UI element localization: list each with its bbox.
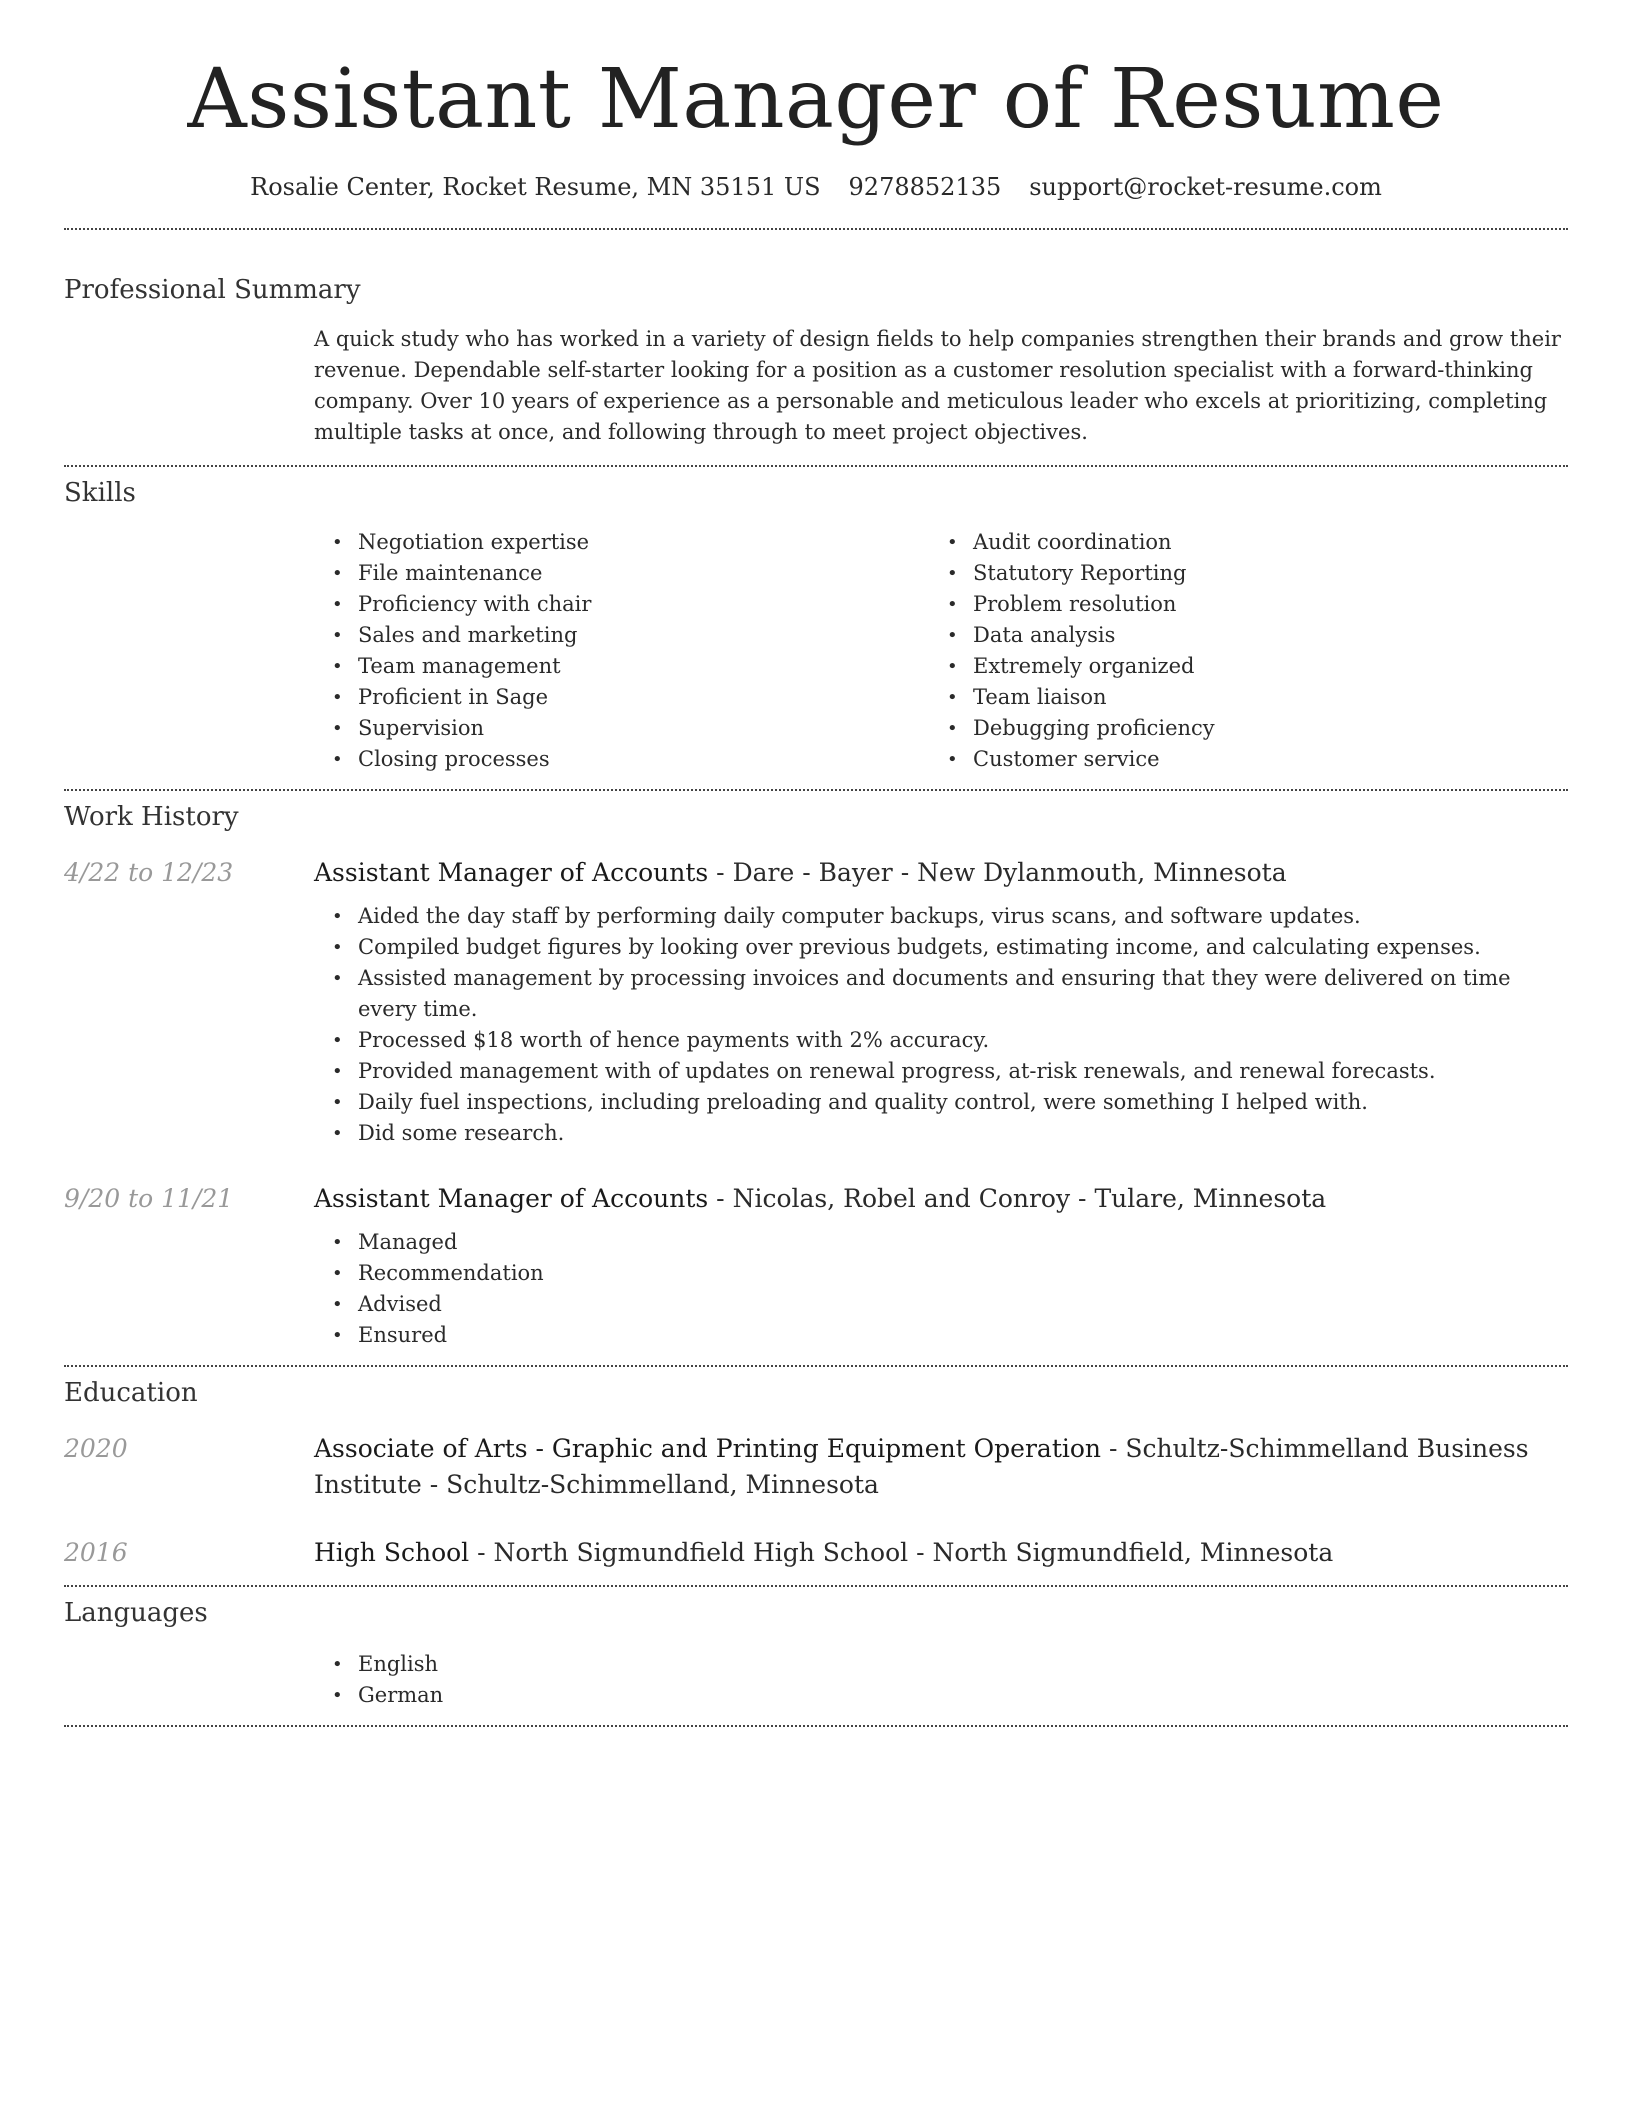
education-year: 2020 [64, 1434, 128, 1463]
skills-list-right [929, 527, 1544, 775]
job-entry [64, 855, 1568, 1149]
job-bullet: • Processed $18 worth of hence payments with 2% accuracy. [314, 1025, 1568, 1056]
skill-item: • Statutory Reporting [929, 558, 1544, 589]
section-title-languages: Languages [64, 1598, 208, 1628]
contact-line [64, 170, 1568, 204]
job-bullet: • Daily fuel inspections, including preloading and quality control, were something I helped with. [314, 1087, 1568, 1118]
education-degree: High School [314, 1538, 470, 1567]
education-entry [64, 1535, 1568, 1571]
divider [64, 228, 1568, 230]
skill-item: • Debugging proficiency [929, 713, 1544, 744]
job-bullets [314, 1227, 1568, 1351]
job-bullet: • Recommendation [314, 1258, 1568, 1289]
education-school-cont: Institute - Schultz-Schimmelland, Minnesota [314, 1470, 879, 1499]
job-details: - Dare - Bayer - New Dylanmouth, Minnesota [708, 858, 1287, 887]
skill-item: • File maintenance [314, 558, 929, 589]
summary-text: A quick study who has worked in a variety of design fields to help companies strengthen their brands and grow their revenue. Dependable self-starter looking for a position as a customer resolution specialist with a forward-thinking company. Over 10 years of experience as a personable and meticulous leader who excels at prioritizing, completing multiple tasks at once, and following through to meet project objectives. [314, 327, 1561, 444]
education-heading [314, 1535, 1568, 1571]
resume-name: Assistant Manager of Resume [187, 52, 1445, 147]
divider [64, 1725, 1568, 1727]
skills-row [64, 527, 1568, 775]
education-school: - North Sigmundfield High School - North Sigmundfield, Minnesota [469, 1538, 1334, 1567]
job-dates: 4/22 to 12/23 [64, 858, 234, 887]
summary-row [64, 324, 1568, 448]
job-bullet: • Managed [314, 1227, 1568, 1258]
job-details: - Nicolas, Robel and Conroy - Tulare, Minnesota [708, 1184, 1327, 1213]
divider [64, 789, 1568, 791]
contact-email[interactable]: support@rocket-resume.com [1029, 173, 1382, 201]
skill-item: • Proficient in Sage [314, 682, 929, 713]
job-bullet: • Advised [314, 1289, 1568, 1320]
contact-address: Rosalie Center, Rocket Resume, MN 35151 US [250, 173, 821, 201]
education-degree: Associate of Arts - Graphic and Printing Equipment Operation [314, 1434, 1102, 1463]
job-bullet: • Assisted management by processing invoices and documents and ensuring that they were delivered on time every time. [314, 963, 1568, 1025]
language-item: • German [314, 1680, 1568, 1711]
job-bullet: • Aided the day staff by performing daily computer backups, virus scans, and software updates. [314, 901, 1568, 932]
skill-item: • Extremely organized [929, 651, 1544, 682]
job-entry [64, 1181, 1568, 1351]
skill-item: • Audit coordination [929, 527, 1544, 558]
job-dates: 9/20 to 11/21 [64, 1184, 234, 1213]
skill-item: • Data analysis [929, 620, 1544, 651]
job-bullets [314, 901, 1568, 1149]
skill-item: • Supervision [314, 713, 929, 744]
skill-item: • Team liaison [929, 682, 1544, 713]
education-school: - Schultz-Schimmelland Business [1101, 1434, 1529, 1463]
education-year: 2016 [64, 1538, 128, 1567]
section-title-education: Education [64, 1378, 198, 1408]
education-entry [64, 1431, 1568, 1503]
skill-item: • Team management [314, 651, 929, 682]
contact-phone: 9278852135 [848, 173, 1002, 201]
education-heading [314, 1431, 1568, 1503]
skill-item: • Problem resolution [929, 589, 1544, 620]
divider [64, 1365, 1568, 1367]
job-role: Assistant Manager of Accounts [314, 858, 709, 887]
job-bullet: • Did some research. [314, 1118, 1568, 1149]
languages-list [314, 1649, 1568, 1711]
job-heading [314, 855, 1568, 891]
skill-item: • Closing processes [314, 744, 929, 775]
job-bullet: • Compiled budget figures by looking over previous budgets, estimating income, and calculating expenses. [314, 932, 1568, 963]
languages-row [64, 1649, 1568, 1711]
job-role: Assistant Manager of Accounts [314, 1184, 709, 1213]
skill-item: • Negotiation expertise [314, 527, 929, 558]
divider [64, 1585, 1568, 1587]
divider [64, 465, 1568, 467]
section-title-work: Work History [64, 802, 239, 832]
skill-item: • Proficiency with chair [314, 589, 929, 620]
job-heading [314, 1181, 1568, 1217]
skills-columns [314, 527, 1568, 775]
skill-item: • Sales and marketing [314, 620, 929, 651]
job-bullet: • Provided management with of updates on renewal progress, at-risk renewals, and renewal forecasts. [314, 1056, 1568, 1087]
resume-page [64, 0, 1568, 1727]
skills-list-left [314, 527, 929, 775]
section-title-summary: Professional Summary [64, 275, 361, 305]
section-title-skills: Skills [64, 478, 136, 508]
job-bullet: • Ensured [314, 1320, 1568, 1351]
skill-item: • Customer service [929, 744, 1544, 775]
language-item: • English [314, 1649, 1568, 1680]
